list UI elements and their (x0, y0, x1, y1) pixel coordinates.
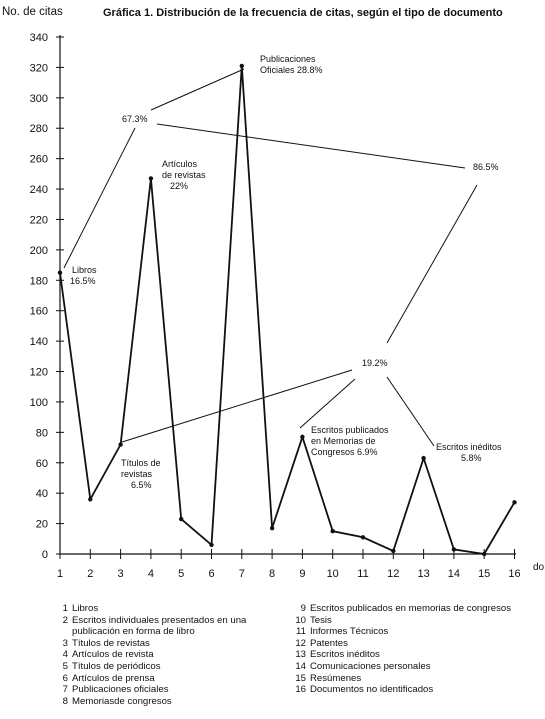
annotation-group-67: 67.3% (122, 114, 148, 124)
data-point (179, 517, 183, 521)
y-tick-label: 180 (29, 275, 48, 288)
y-tick-label: 60 (35, 457, 48, 470)
data-point (391, 549, 395, 553)
y-tick-label: 20 (35, 518, 48, 531)
legend-item-text: Memoriasde congresos (72, 695, 172, 707)
legend-item-text: Escritos inéditos (310, 649, 380, 661)
annotation-group-86: 86.5% (473, 162, 499, 172)
legend-item-number: 4 (62, 649, 68, 661)
legend-item-text: Documentos no identificados (310, 684, 434, 696)
legend-item (56, 603, 246, 615)
data-point (149, 176, 153, 180)
annotation-articulos-revistas: de revistas (162, 170, 206, 180)
data-point (118, 442, 122, 446)
x-tick-label: 12 (387, 568, 400, 580)
annotation-escritos-congresos: Escritos publicados (311, 425, 389, 435)
legend-item (294, 649, 511, 661)
data-point (482, 552, 486, 556)
y-tick-label: 200 (29, 244, 48, 257)
annotation-escritos-ineditos: Escritos inéditos (436, 442, 502, 452)
annotation-libros: Libros (72, 265, 97, 275)
legend-item (56, 661, 246, 673)
legend-item (56, 638, 246, 650)
annotation-libros: 16.5% (70, 276, 96, 286)
y-tick-label: 100 (29, 396, 48, 409)
legend-item-number: 6 (62, 672, 68, 684)
x-axis-label-fragment: do (533, 562, 545, 573)
legend-item-text: Comunicaciones personales (310, 660, 431, 672)
legend-item-number: 1 (62, 603, 68, 614)
legend-item-number: 10 (295, 614, 306, 626)
data-point (209, 543, 213, 547)
annotation-group-19: 19.2% (362, 358, 388, 368)
data-point (88, 497, 92, 501)
legend-item (294, 626, 511, 638)
legend-item-text: Títulos de revistas (72, 637, 150, 649)
legend-item-number: 5 (62, 660, 68, 672)
legend-item-text: Libros (72, 603, 99, 614)
data-point (240, 64, 244, 68)
annotation-connector (387, 185, 477, 343)
y-tick-label: 220 (29, 214, 48, 227)
legend-item (294, 603, 511, 615)
annotation-connector (64, 128, 135, 268)
x-tick-label: 3 (117, 568, 124, 580)
x-tick-label: 14 (447, 568, 461, 580)
legend-item-text: Tesis (310, 614, 332, 626)
legend-item-text: Artículos de prensa (72, 672, 155, 684)
legend-item-number: 12 (295, 637, 306, 649)
annotation-connector (157, 124, 465, 168)
annotation-connector (387, 377, 434, 446)
x-tick-label: 4 (147, 568, 154, 580)
annotation-titulos-revistas: revistas (121, 469, 153, 479)
legend-item-number: 13 (295, 649, 306, 661)
y-axis-title: No. de citas (2, 6, 63, 18)
legend-item (56, 673, 246, 685)
y-tick-label: 300 (29, 92, 48, 105)
y-tick-label: 240 (29, 184, 48, 197)
legend-item-text: Patentes (310, 637, 348, 649)
annotation-escritos-ineditos: 5.8% (461, 453, 482, 463)
x-tick-label: 6 (208, 568, 215, 580)
legend-item-number: 8 (62, 695, 68, 707)
x-tick-label: 2 (87, 568, 94, 580)
series-line (60, 66, 515, 554)
data-point (452, 547, 456, 551)
legend-item-number: 2 (62, 614, 68, 626)
y-tick-label: 120 (29, 366, 48, 379)
legend-item-number: 3 (62, 637, 68, 649)
x-tick-label: 5 (178, 568, 185, 580)
annotation-titulos-revistas: Títulos de (121, 458, 161, 468)
data-point (58, 270, 62, 274)
annotation-escritos-congresos: Congresos 6.9% (311, 447, 378, 457)
x-tick-label: 10 (326, 568, 339, 580)
legend-item-text: Escritos publicados en memorias de congresos (310, 603, 512, 614)
annotation-articulos-revistas: 22% (170, 181, 189, 191)
legend-item (294, 638, 511, 650)
y-tick-label: 160 (29, 305, 48, 318)
legend-item-number: 14 (295, 660, 306, 672)
annotation-connector (151, 69, 244, 110)
legend-item (294, 661, 511, 673)
annotation-publicaciones-oficiales: Publicaciones (260, 54, 316, 64)
legend-right (294, 603, 511, 696)
annotation-titulos-revistas: 6.5% (131, 480, 152, 490)
x-tick-label: 16 (508, 568, 521, 580)
legend-item (56, 696, 246, 708)
legend-item (56, 684, 246, 696)
legend-item-number: 15 (295, 672, 306, 684)
y-tick-label: 280 (29, 123, 48, 136)
y-tick-label: 260 (29, 153, 48, 166)
legend-item-number: 16 (295, 684, 306, 696)
y-tick-label: 320 (29, 62, 48, 75)
x-tick-label: 1 (56, 568, 64, 580)
data-point (300, 435, 304, 439)
legend-item-continuation: publicación en forma de libro (72, 626, 195, 638)
legend-item-text: Publicaciones oficiales (72, 684, 169, 696)
annotation-escritos-congresos: en Memorias de (311, 436, 376, 446)
data-point (270, 526, 274, 530)
y-tick-label: 140 (29, 336, 48, 349)
legend-item (294, 684, 511, 696)
legend-item-text: Resúmenes (310, 672, 362, 684)
legend-item-number: 11 (296, 626, 306, 638)
x-tick-label: 9 (299, 568, 306, 580)
x-tick-label: 11 (357, 568, 369, 580)
legend-item-text: Escritos individuales presentados en una (72, 614, 247, 626)
data-point (361, 535, 365, 539)
y-tick-label: 80 (35, 427, 48, 440)
legend-item (294, 615, 511, 627)
chart-title: Gráfica 1. Distribución de la frecuencia de citas, según el tipo de documento (103, 7, 503, 19)
data-point (421, 456, 425, 460)
x-tick-label: 13 (417, 568, 430, 580)
annotation-articulos-revistas: Artículos (162, 159, 198, 169)
x-tick-label: 8 (269, 568, 276, 580)
legend-item-number: 7 (62, 684, 68, 696)
legend-item-text: Informes Técnicos (310, 626, 389, 638)
data-point (331, 529, 335, 533)
legend-left (56, 603, 246, 707)
legend-item (294, 673, 511, 685)
legend-item-text: Títulos de periódicos (72, 660, 161, 672)
y-tick-label: 340 (29, 32, 48, 44)
x-tick-label: 7 (238, 568, 245, 580)
y-tick-label: 0 (41, 549, 48, 561)
legend-item (56, 649, 246, 661)
legend-item (56, 615, 246, 627)
annotation-connector (300, 379, 355, 428)
data-point (512, 500, 516, 504)
legend-item-number: 9 (300, 603, 306, 614)
x-tick-label: 15 (478, 568, 491, 580)
y-tick-label: 40 (35, 488, 48, 501)
legend-item-text: Artículos de revista (72, 649, 154, 661)
annotation-publicaciones-oficiales: Oficiales 28.8% (260, 65, 323, 75)
